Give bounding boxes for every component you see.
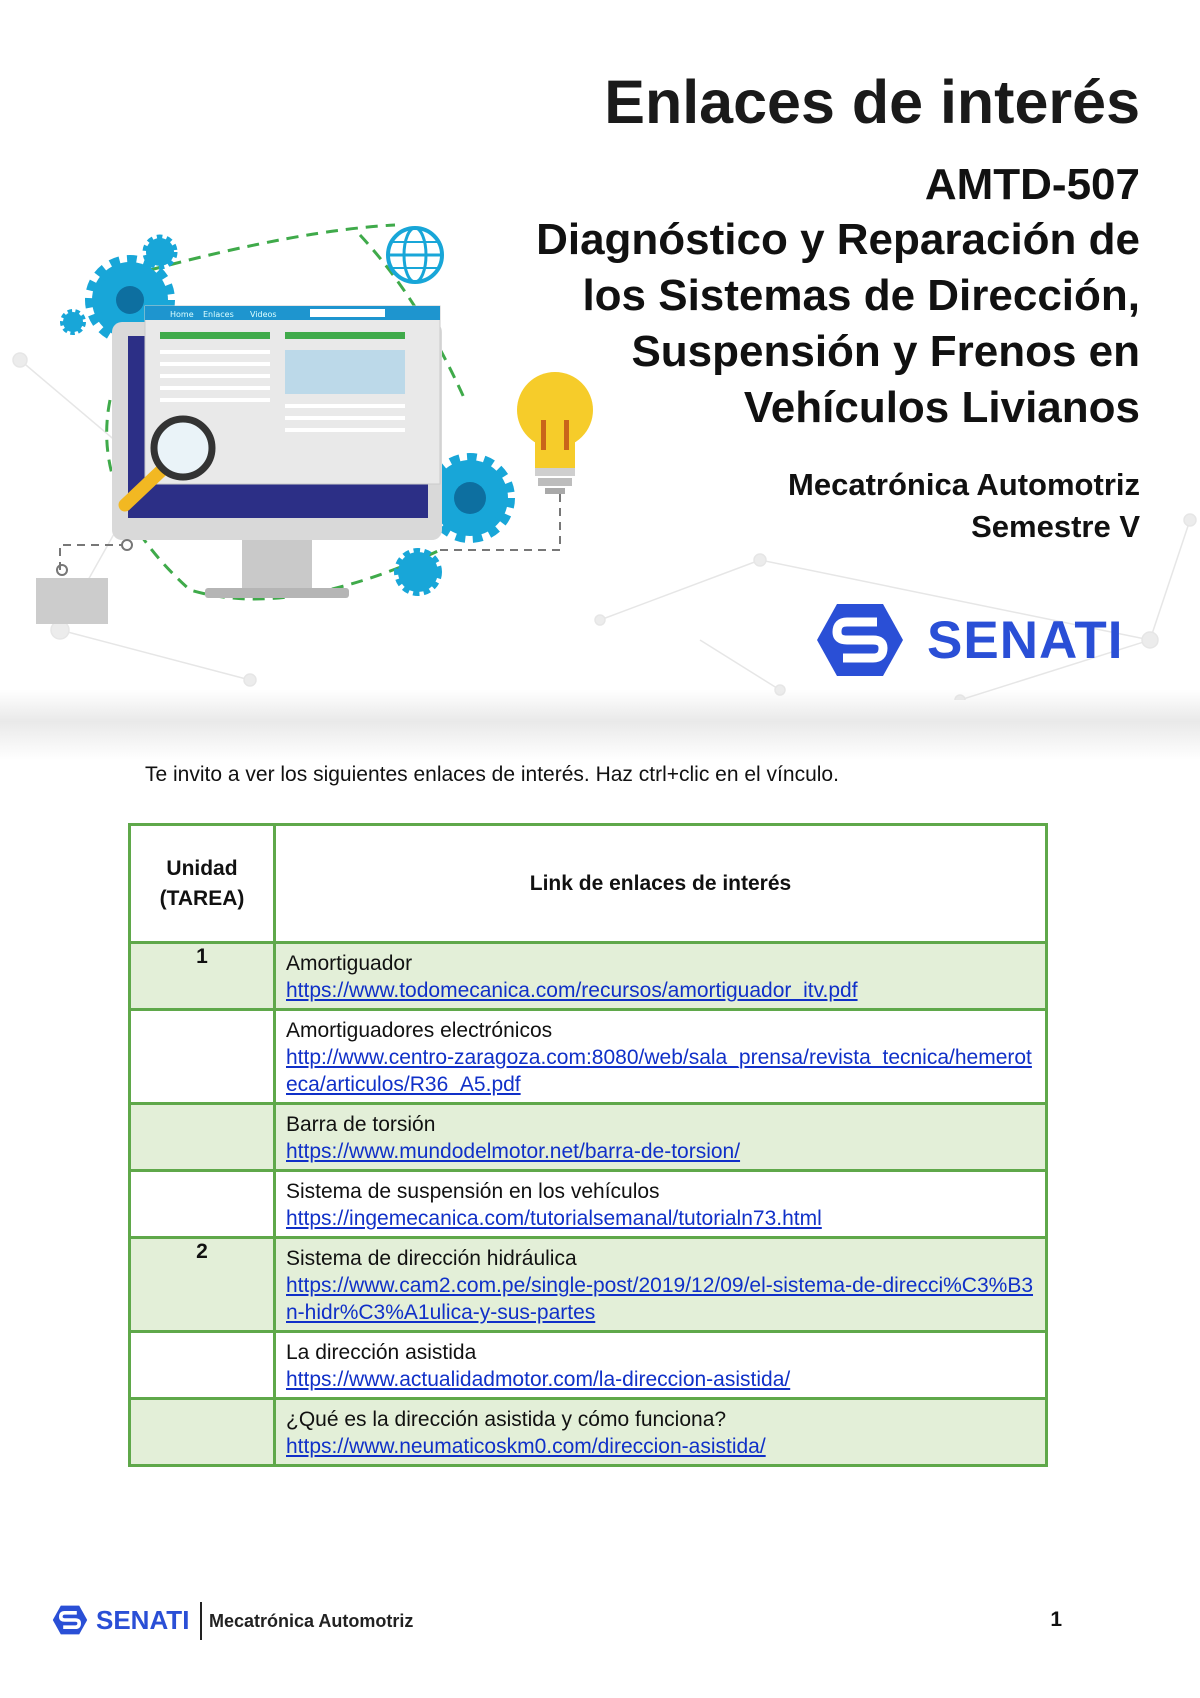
course-name-line: Vehículos Livianos xyxy=(743,383,1140,432)
unit-cell xyxy=(130,1332,275,1399)
unit-cell xyxy=(130,1399,275,1466)
senati-logo xyxy=(815,600,1123,680)
link-cell xyxy=(275,943,1047,1010)
link-url[interactable]: https://www.actualidadmotor.com/la-direccion-asistida/ xyxy=(286,1368,791,1391)
link-cell xyxy=(275,1399,1047,1466)
senati-logo-icon xyxy=(815,600,905,680)
links-table xyxy=(128,823,1048,1467)
table-header-row xyxy=(130,825,1047,943)
link-title: Amortiguadores electrónicos xyxy=(286,1019,553,1042)
gear-icon xyxy=(63,312,83,332)
footer-logo-text: SENATI xyxy=(96,1604,190,1635)
gear-icon xyxy=(398,552,438,592)
link-url[interactable]: https://www.neumaticoskm0.com/direccion-asistida/ xyxy=(286,1435,766,1458)
gear-icon xyxy=(432,460,508,536)
tag-icon xyxy=(36,540,132,624)
footer-divider xyxy=(200,1602,202,1640)
link-url[interactable]: https://www.todomecanica.com/recursos/amortiguador_itv.pdf xyxy=(286,979,858,1002)
header-unit: Unidad (TAREA) xyxy=(130,825,275,943)
intro-text: Te invito a ver los siguientes enlaces de interés. Haz ctrl+clic en el vínculo. xyxy=(145,763,839,786)
link-cell xyxy=(275,1104,1047,1171)
footer-career: Mecatrónica Automotriz xyxy=(209,1611,414,1631)
course-name-line: Diagnóstico y Reparación de xyxy=(536,215,1140,264)
title-block xyxy=(536,62,1140,548)
table-row xyxy=(130,1332,1047,1399)
link-cell xyxy=(275,1010,1047,1104)
link-url[interactable]: https://ingemecanica.com/tutorialsemanal/tutorialn73.html xyxy=(286,1207,822,1230)
link-url[interactable]: https://www.cam2.com.pe/single-post/2019/12/09/el-sistema-de-direcci%C3%B3n-hidr%C3%A1ulica-y-sus-partes xyxy=(286,1274,1034,1324)
link-url[interactable]: https://www.mundodelmotor.net/barra-de-torsion/ xyxy=(286,1140,741,1163)
course-name-line: Suspensión y Frenos en xyxy=(631,327,1140,376)
unit-cell: 2 xyxy=(130,1238,275,1332)
cover-header xyxy=(0,0,1200,760)
table-row xyxy=(130,1171,1047,1238)
course-code: AMTD-507 xyxy=(924,160,1140,209)
course-name-line: los Sistemas de Dirección, xyxy=(582,271,1140,320)
nav-enlaces: Enlaces xyxy=(203,310,234,319)
link-cell xyxy=(275,1238,1047,1332)
link-title: Barra de torsión xyxy=(286,1113,436,1136)
unit-cell xyxy=(130,1104,275,1171)
table-row xyxy=(130,1104,1047,1171)
senati-logo-text: SENATI xyxy=(927,610,1124,670)
unit-cell: 1 xyxy=(130,943,275,1010)
nav-home: Home xyxy=(170,310,194,319)
unit-cell xyxy=(130,1010,275,1104)
senati-logo-icon xyxy=(52,1604,88,1636)
header-links: Link de enlaces de interés xyxy=(275,825,1047,943)
semester-label: Semestre V xyxy=(971,509,1140,544)
link-title: La dirección asistida xyxy=(286,1341,477,1364)
header-shadow xyxy=(0,690,1200,760)
footer-logo xyxy=(52,1604,189,1636)
link-cell xyxy=(275,1171,1047,1238)
link-cell xyxy=(275,1332,1047,1399)
nav-videos: Videos xyxy=(250,310,277,319)
table-row xyxy=(130,1238,1047,1332)
link-title: ¿Qué es la dirección asistida y cómo funciona? xyxy=(286,1408,727,1431)
table-row xyxy=(130,1010,1047,1104)
table-row xyxy=(130,943,1047,1010)
career-name: Mecatrónica Automotriz xyxy=(788,467,1140,502)
globe-icon xyxy=(388,228,442,282)
link-title: Sistema de suspensión en los vehículos xyxy=(286,1180,660,1203)
gear-icon xyxy=(146,238,174,266)
unit-cell xyxy=(130,1171,275,1238)
table-row xyxy=(130,1399,1047,1466)
link-title: Sistema de dirección hidráulica xyxy=(286,1247,577,1270)
document-title: Enlaces de interés xyxy=(604,68,1140,136)
link-url[interactable]: http://www.centro-zaragoza.com:8080/web/sala_prensa/revista_tecnica/hemeroteca/articulos/R36_A5.pdf xyxy=(286,1046,1032,1096)
page-footer xyxy=(52,1598,1062,1644)
link-title: Amortiguador xyxy=(286,952,413,975)
page-number: 1 xyxy=(1050,1608,1062,1631)
